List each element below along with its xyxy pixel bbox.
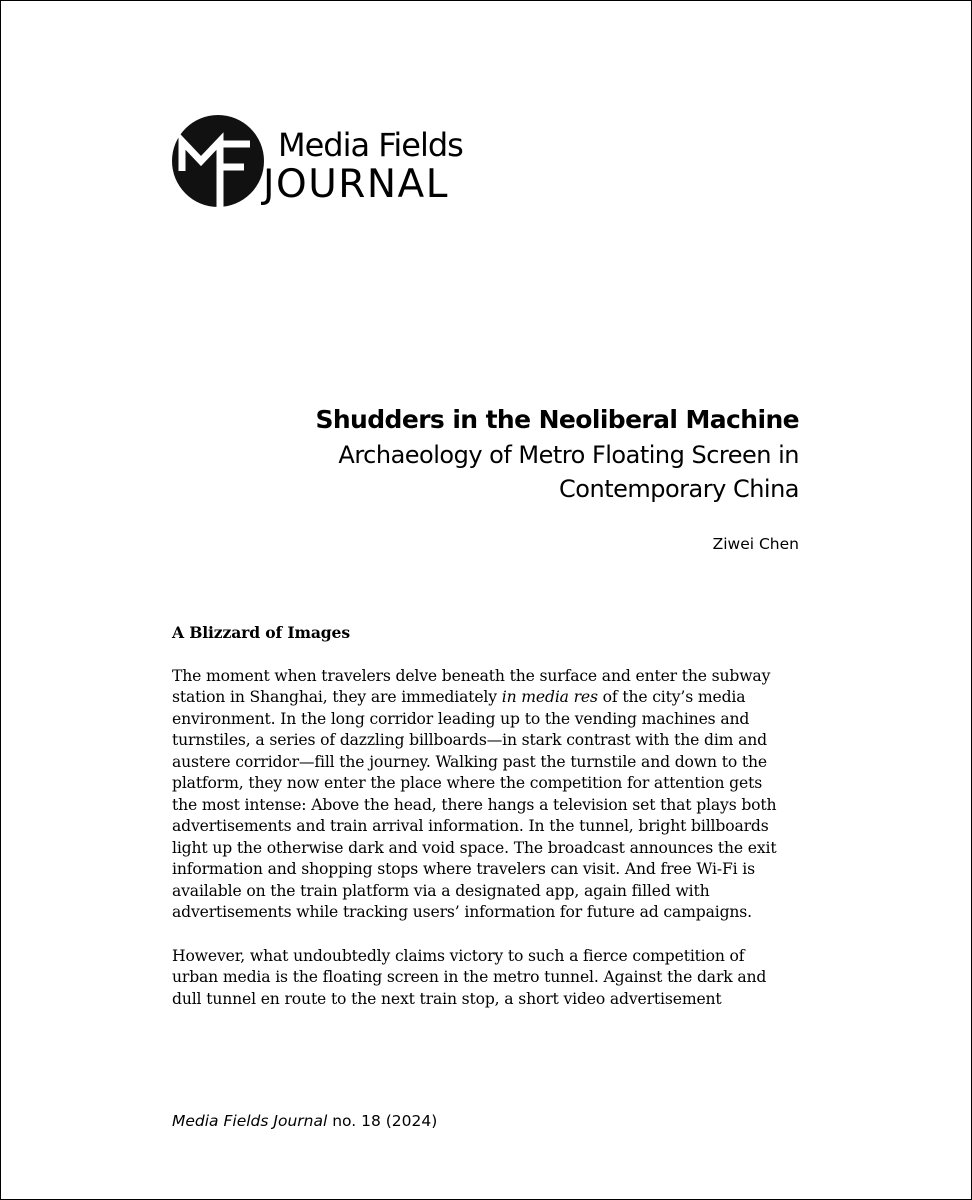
paragraph-line: the most intense: Above the head, there hangs a television set that plays both: [172, 795, 777, 814]
line-text: station in Shanghai, they are immediately: [172, 688, 502, 706]
logo-title-line1: Media Fields: [278, 126, 463, 164]
footer-journal-name: Media Fields Journal: [172, 1112, 328, 1130]
article-subtitle-line2: Contemporary China: [559, 475, 799, 503]
footer-citation: [172, 1110, 437, 1132]
line-text: of the city’s media: [597, 688, 746, 706]
paragraph-line: austere corridor—fill the journey. Walking past the turnstile and down to the: [172, 752, 767, 771]
title-block: [239, 402, 799, 555]
paragraph-line: environment. In the long corridor leading up to the vending machines and: [172, 709, 750, 728]
paragraph-line: available on the train platform via a designated app, again filled with: [172, 881, 710, 900]
paragraph-line: advertisements while tracking users’ information for future ad campaigns.: [172, 903, 752, 921]
paragraph-line: The moment when travelers delve beneath the surface and enter the subway: [172, 666, 771, 685]
paragraph-line: However, what undoubtedly claims victory to such a fierce competition of: [172, 946, 745, 965]
journal-logo: [172, 115, 492, 209]
paragraph-line: platform, they now enter the place where the competition for attention gets: [172, 774, 763, 792]
mf-monogram-logo-icon: [172, 115, 266, 209]
paragraph-line: [172, 687, 812, 709]
emphasis-text: in media res: [501, 688, 598, 706]
article-title: Shudders in the Neoliberal Machine: [315, 405, 799, 434]
article-body: [172, 622, 812, 1032]
paragraph-line: turnstiles, a series of dazzling billboards—in stark contrast with the dim and: [172, 731, 767, 749]
paragraph-2: [172, 946, 812, 1011]
paragraph-line: advertisements and train arrival information. In the tunnel, bright billboards: [172, 817, 769, 835]
paragraph-1: [172, 666, 812, 924]
author-name: Ziwei Chen: [712, 535, 799, 553]
section-heading: A Blizzard of Images: [172, 623, 350, 642]
footer-issue: no. 18 (2024): [327, 1112, 438, 1130]
paragraph-line: light up the otherwise dark and void space. The broadcast announces the exit: [172, 838, 777, 857]
paragraph-line: dull tunnel en route to the next train stop, a short video advertisement: [172, 989, 722, 1008]
paragraph-line: urban media is the floating screen in the metro tunnel. Against the dark and: [172, 968, 767, 986]
logo-title-line2: JOURNAL: [263, 162, 449, 207]
paragraph-line: information and shopping stops where travelers can visit. And free Wi-Fi is: [172, 860, 755, 878]
article-subtitle-line1: Archaeology of Metro Floating Screen in: [338, 441, 799, 469]
